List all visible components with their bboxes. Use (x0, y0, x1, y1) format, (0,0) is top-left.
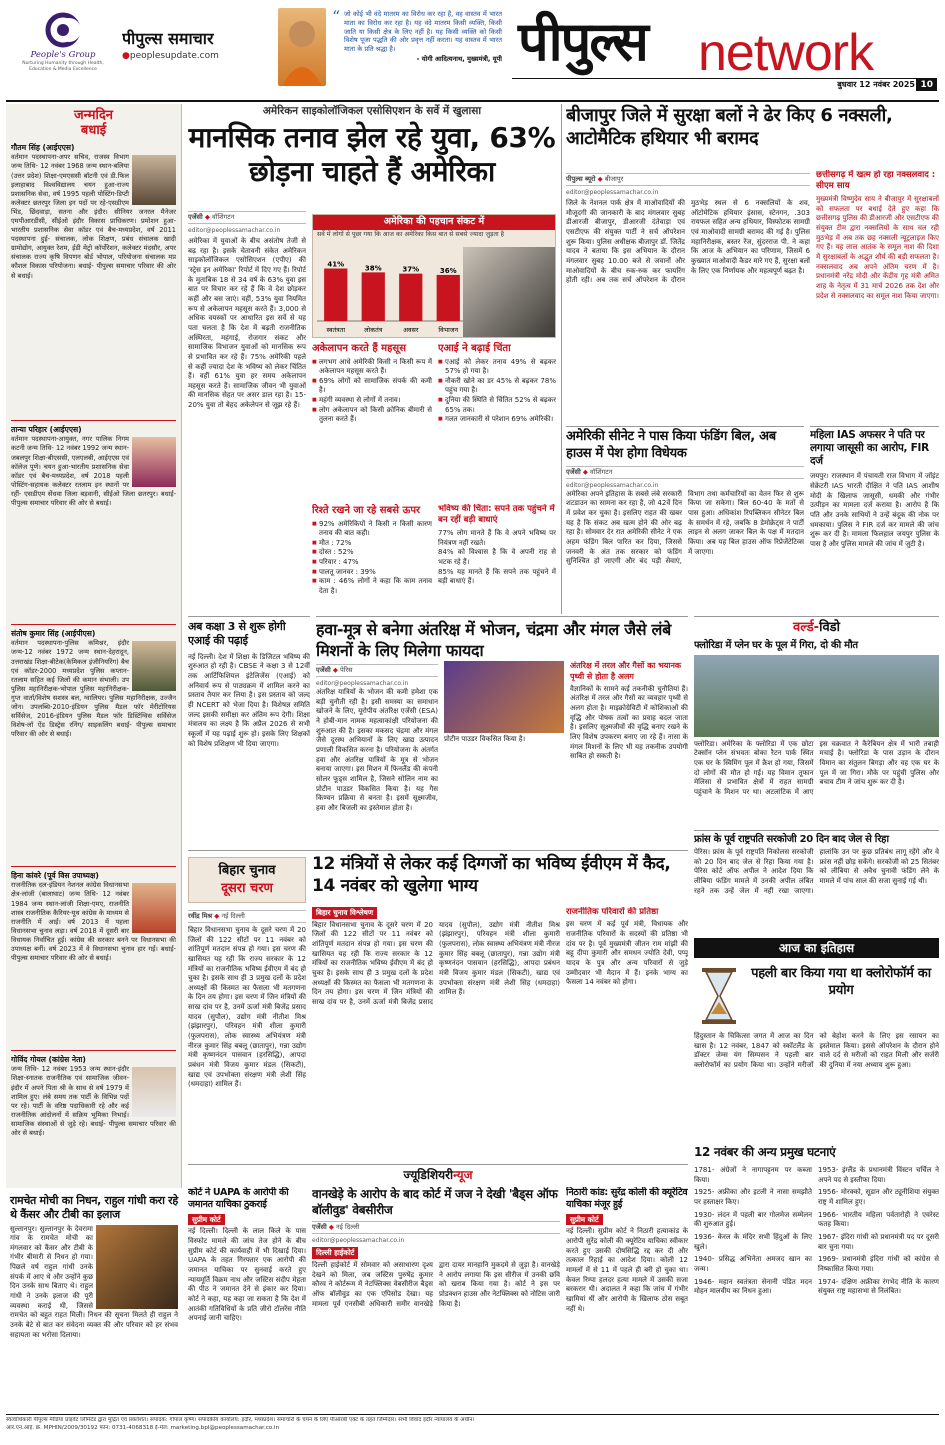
imprint-line: आर.एन.आई. क्र. MPHIN/2009/30192 फोन: 0731-4068318 ई-मेल: marketing.bpl@peoplessamachar.co.in (6, 1424, 279, 1431)
birthday-entry (11, 1055, 176, 1188)
birthday-text: वर्तमान पदस्थापना-आयुक्त, नगर पालिक निगम कटनी जन्म तिथि- 12 नवंबर 1992 जन्म स्थान-जबलपुर शिक्षा-बीएससी, एलएलबी, आईएएस एवं कॉलेज पूणे। चयन हुआ-भारतीय प्रशासनिक सेवा कॉडर एवं बैच-मध्यप्रदेश, वर्ष 2018 पहली पोस्टिंग-सहायक कलेक्टर रतलाम इन स्थानों पर रहीं- एसडीएम सेंधवा जिला बड़वानी, सीईओ जिला छतरपुर। बधाई- पीपुल्स समाचार परिवार की ओर से बधाई। (11, 435, 176, 507)
quote-box (332, 10, 502, 92)
bihar-main (312, 907, 560, 1162)
cm-sai-box (816, 170, 939, 422)
chart-data-label: 36% (439, 266, 457, 275)
kicker: अमेरिकन साइकोलॉजिकल एसोसिएशन के सर्वे में खुलासा (262, 105, 482, 117)
story-text: नई दिल्ली। सुप्रीम कोर्ट ने निठारी हत्याकांड के आरोपी सुरेंद्र कोली की क्यूरेटिव याचिका स्वीकार करते हुए उसकी दोषसिद्धि रद्द कर दी और तत्काल रिहाई का आदेश दिया। कोली 12 मामलों में से 11 में पहले ही बरी हो चुका था। केवल रिम्पा हलदर हत्या मामले में उसकी सजा बरकरार थी। अदालत ने कहा कि जांच में गंभीर खामियां थीं और आरोपी के खिलाफ ठोस सबूत नहीं थे। (566, 1227, 688, 1313)
event-item: 1966- भारतीय महिला पर्वतारोही ने एवरेस्ट फतह किया। (818, 1210, 939, 1229)
pin-icon: ◆ (204, 213, 210, 221)
list-item: ■ एआई को लेकर तनाव 49% से बढ़कर 57% हो गया है। (438, 358, 556, 377)
story-text: बिहार विधानसभा चुनाव के दूसरे चरण में 20 जिलों की 122 सीटों पर 11 नवंबर को शांतिपूर्ण मतदान संपन्न हो गया। इस चरण की खासियत यह रही कि राज्य सरकार के 12 मंत्रियों का राजनीतिक भविष्य ईवीएम में बंद हो चुका है। इसके साथ ही 3 प्रमुख दलों के प्रदेश अध्यक्षों की किस्मत का फैसला भी मतगणना के दिन तय होगा। इस चरण में जिन मंत्रियों की साख दांव पर है, उनमें ऊर्जा मंत्री बिजेंद्र प्रसाद यादव (सुपौल), उद्योग मंत्री नीतीश मिश्र (झंझारपुर), परिवहन मंत्री शीला कुमारी (फुलपरास), लोक स्वास्थ्य अभियंत्रण मंत्री नीरज कुमार सिंह बबलू (छातापुर), गन्ना उद्योग मंत्री कृष्णनंदन पासवान (हरसिद्धि), आपदा प्रबंधन मंत्री विजय कुमार मंडल (सिकटी), खाद्य एवं उपभोक्ता संरक्षण मंत्री लेशी सिंह (धमदाहा) शामिल हैं। (312, 920, 560, 1006)
chart-data-label: 38% (364, 264, 382, 273)
bihar-label-box (188, 857, 306, 903)
bihar-side (566, 907, 688, 1162)
event-item: 1946- महान स्वतंत्रता सेनानी पंडित मदन मोहन मालवीय का निधन हुआ। (694, 1277, 812, 1296)
bar-chart (317, 243, 467, 335)
email: editor@peoplessamachar.co.in (188, 226, 281, 234)
list-item: ■ पालतू जानवर : 39% (312, 568, 432, 578)
chart-title: अमेरिका की पहचान संकट में (313, 215, 555, 230)
history-header: आज का इतिहास (694, 938, 939, 958)
birthday-name: हिना कांवरे (पूर्व विस उपाध्यक्ष) (11, 871, 99, 881)
imprint-footer (6, 1414, 939, 1440)
birthday-text: जन्म तिथि- 12 नवंबर 1953 जन्म स्थान-इंदौर शिक्षा-स्नातक राजनीतिक एवं सामाजिक जीवन-इंदौर में अपने पिता श्री के साथ से वर्ष 1979 में शामिल हुए। लंबे समय तक पार्टी के विभिन्न पदों पर रहे। पार्टी के वरिष्ठ पदाधिकारी रहे और कई राजनीतिक आंदोलनों में सक्रिय भूमिका निभाई। सामाजिक संस्थाओं से जुड़े रहे। बधाई- पीपुल्स समाचार परिवार की ओर से बधाई। (11, 1065, 176, 1137)
chart-note: सर्वे में लोगों से पूछा गया कि आज का अमेरिका किस बात से सबसे ज्यादा जुड़ता है (317, 230, 504, 238)
world-video (694, 616, 939, 826)
story-text: इस चरण में कई पूर्व मंत्री, विधायक और राजनीतिक परिवारों के सदस्यों की प्रतिष्ठा भी दांव पर है। पूर्व मुख्यमंत्री जीतन राम मांझी की बहू दीपा कुमारी और समधन ज्योति देवी, पप्पू यादव के पुत्र और अन्य परिवारों से जुड़े उम्मीदवार भी मैदान में हैं। इनके भाग्य का फैसला 14 नवंबर को होगा। (566, 920, 688, 987)
story-text: हिंदुस्तान के चिकित्सा जगत में आज का दिन खास है। 12 नवंबर, 1847 को स्कॉटलैंड के डॉक्टर जेम्स यंग सिम्पसन ने पहली बार क्लोरोफॉर्म का प्रयोग किया था। उन्होंने मरीजों को बेहोश करने के लिए इस रसायन का इस्तेमाल किया। इससे ऑपरेशन के दौरान होने वाले दर्द से मरीजों को राहत मिली और सर्जरी की दुनिया में नया अध्याय शुरू हुआ। (694, 1032, 939, 1069)
event-item: 1940- प्रसिद्ध अभिनेता अमजद खान का जन्म। (694, 1255, 812, 1273)
birthday-name: गौतम सिंह (आईएएस) (11, 143, 75, 153)
brand-hindi: पीपुल्स (518, 10, 647, 73)
youth-lead-column (188, 208, 306, 612)
judiciary-story-uapa (188, 1187, 306, 1410)
chart-category-label: विभाजन (438, 326, 459, 334)
loneliness-list (312, 358, 432, 426)
story-text: जयपुर। राजस्थान में पंचायती राज विभाग में जॉइंट सेक्रेटरी IAS भारती दीक्षित ने पति IAS आशीष मोदी के खिलाफ जासूसी, धमकी और गंभीर उत्पीड़न का मामला दर्ज कराया है। आरोप है कि पति और उनके साथियों ने उन्हें बंदूक की नोक पर धमकाया। पुलिस ने FIR दर्ज कर मामले की जांच शुरू कर दी है। मामला फिलहाल जयपुर पुलिस के पास है और पुलिस मामले की जांच में जुटी है। (810, 472, 939, 548)
birthday-name: संतोष कुमार सिंह (आईपीएस) (11, 629, 96, 639)
event-item: 1967- इंदिरा गांधी को प्रधानमंत्री पद पर दूसरी बार चुना गया। (818, 1232, 939, 1251)
story-text: सुल्तानपुर। सुल्तानपुर के देवरामा गांव के रामचेत मोची का मंगलवार को कैंसर और टीबी के गंभीर बीमारी से निधन हो गया। पिछले वर्ष राहुल गांधी उनके संपर्क में आए थे और उन्होंने कुछ दिन उनके साथ बिताए थे। राहुल गांधी ने उनके इलाज की पूरी व्यवस्था कराई थी, जिससे रामचेत को बहुत राहत मिली। निधन की सूचना मिलते ही राहुल ने उनके बेटे से बात कर संवेदना व्यक्त की और परिवार को हर संभव सहायता का भरोसा दिलाया। (10, 1224, 178, 1339)
hourglass-icon (698, 966, 740, 1026)
headline: निठारी कांड: सुरेंद्र कोली की क्यूरेटिव याचिका मंजूर हुई (566, 1187, 688, 1211)
brand-latin: network (698, 24, 874, 82)
court-tag: सुप्रीम कोर्ट (566, 1214, 688, 1226)
court-tag: सुप्रीम कोर्ट (188, 1214, 306, 1226)
story-bihar (188, 850, 688, 1162)
chart-bar (362, 272, 385, 321)
astronauts-photo (444, 661, 564, 733)
headline: मानसिक तनाव झेल रहे युवा, 63% छोड़ना चाहते हैं अमेरिका (188, 121, 556, 188)
list-item: ■ लोग अकेलापन को किसी क्रोनिक बीमारी से तुलना करते हैं। (312, 406, 432, 425)
paper-title-block (122, 28, 272, 78)
person-photo (132, 641, 176, 691)
event-item: 1953- इंग्लैंड के प्रधानमंत्री विंस्टन चर्चिल ने अपने पद से इस्तीफा दिया। (818, 1166, 939, 1184)
box-title: अकेलापन करते हैं महसूस (312, 343, 406, 354)
box-title: अंतरिक्ष में तरल और गैसों का भयानक पृथ्वी से होता है अलग (570, 661, 682, 681)
cm-portrait (278, 8, 326, 86)
chart-data-label: 37% (402, 265, 420, 274)
email: editor@peoplessamachar.co.in (566, 481, 659, 489)
chart-data-label: 41% (327, 260, 345, 269)
chart-category-label: स्वतंत्रता (326, 326, 346, 334)
chart-bar (399, 274, 422, 321)
email: editor@peoplessamachar.co.in (566, 188, 659, 196)
birthday-text: वर्तमान पदस्थापना-पुलिस कमिश्नर, इंदौर जन्म-12 नवंबर 1972 जन्म स्थान-देहरादून, उत्तराखंड शिक्षा-बीटेक(केमिकल इंजीनियरिंग) बैच एवं कॉडर-2000 मध्यप्रदेश पुलिस कप्तान-रतलाम सहित कई जिलों की कमान संभाली। उप पुलिस महानिरीक्षक-भोपाल पुलिस महानिरीक्षक-गुप्त वार्ता/विशेष सशस्त्र बल, ग्वालियर। पुलिस महानिरीक्षक, उज्जैन जोन। उपलब्धि-2010-इंडियन पुलिस मैडल फॉर मेरीटोरियस सर्विसेज, 2016-इंडियन पुलिस मैडल फॉर डिस्टिंग्विस सर्विसेज विशेष-लॉ ऐंड डिस्ट्रेस रनिंग/ साइकलिंग बधाई- पीपुल्स समाचार परिवार की ओर से बधाई। (11, 639, 176, 739)
list-item: ■ दोस्त : 52% (312, 548, 432, 558)
story-text: नई दिल्ली। देश में शिक्षा के डिजिटल भविष्य की शुरुआत हो रही है। CBSE ने कक्षा 3 से 12वीं तक आर्टिफिशियल इंटेलिजेंस (एआई) को अनिवार्य रूप से पाठ्यक्रम में शामिल करने का प्रस्ताव तैयार कर लिया है। इस प्रस्ताव को जल्द ही NCERT को भेजा दिया है। विशेषज्ञ समिति जल्द इसकी समीक्षा कर अंतिम रूप देगी। शिक्षा मंत्रालय का लक्ष्य है कि अप्रैल 2026 से सभी स्कूलों में यह पढ़ाई शुरू हो। इसके लिए शिक्षकों को विशेष प्रशिक्षण भी दिया जाएगा। (188, 652, 310, 748)
story-text: जिले के नेशनल पार्क क्षेत्र में माओवादियों की मौजूदगी की जानकारी के बाद मंगलवार सुबह डीआरजी बीजापुर, डीआरजी दंतेवाड़ा एवं एसटीएफ की संयुक्त पार्टी ने सर्च ऑपरेशन शुरू किया। पुलिस अधीक्षक बीजापुर डॉ. जितेंद्र यादव ने बताया कि इस अभियान के दौरान मंगलवार सुबह 10.00 बजे से जवानों और माओवादियों के बीच रुक-रुक कर फायरिंग होती रही। अब तक सर्च ऑपरेशन के दौरान मुठभेड़ स्थल से 6 नक्सलियों के शव, ऑटोमेटिक हथियार इंसास, स्टेनगन, .303 रायफल सहित अन्य हथियार, विस्फोटक सामग्री एवं माओवादी सामग्री बरामद की गई है। पुलिस महानिरीक्षक, बस्तर रेंज, सुंदरराज पी. ने कहा कि आज के अभियान का परिणाम, जिसमें 6 कुख्यात माओवादी कैडर मारे गए हैं, सुरक्षा बलों के लिए एक निर्णायक और महत्वपूर्ण बढ़त है। (566, 198, 810, 285)
person-photo (132, 1067, 176, 1117)
group-logo (8, 8, 118, 92)
story-text: फ्लोरिडा। अमेरिका के फ्लोरिडा में एक छोटा टेक्सॉन प्लेन संभवतः बोका रैटन पार्क स्थित एक घर के स्विमिंग पूल में क्रैश हो गया, जिसमें दो लोगों की मौत हो गई। यह विमान तूफान मेलिसा से प्रभावित क्षेत्रों में राहत सामग्री पहुंचाने के मिशन पर था। अटलांटिक में आए इस चक्रवात ने कैरेबियन क्षेत्र में भारी तबाही मचाई है। फ्लोरिडा के पास उड़ान के दौरान विमान का संतुलन बिगड़ा और वह एक घर के पूल में जा गिरा। मौके पर पहुंची पुलिस और बचाव टीम ने जांच शुरू कर दी है। (694, 739, 939, 796)
person-silhouette-icon (278, 8, 326, 86)
headline: कोर्ट ने UAPA के आरोपी की जमानत याचिका ठुकराई (188, 1187, 289, 1211)
birthday-entry (11, 425, 176, 625)
event-item: 1969- प्रधानमंत्री इंदिरा गांधी को कांग्रेस से निष्कासित किया गया। (818, 1255, 939, 1273)
headline: बीजापुर जिले में सुरक्षा बलों ने ढेर किए 6 नक्सली, आटोमैटिक हथियार भी बरामद (566, 105, 893, 150)
story-bijapur (566, 104, 939, 422)
space-photo-block (444, 661, 564, 846)
headline: फ्रांस के पूर्व राष्ट्रपति सरकोजी 20 दिन बाद जेल से रिहा (694, 834, 889, 845)
box-title: राजनीतिक परिवारों की प्रतिष्ठा (566, 907, 659, 917)
bihar-lead (188, 907, 306, 1162)
list-item: ■ दुनिया की स्थिति से चिंतित 52% से बढ़कर 65% तक। (438, 396, 556, 415)
judiciary-section (188, 1164, 688, 1410)
chart-bar (324, 269, 347, 321)
list-item: ■ गलत जानकारी से परेशान 69% अमेरिकी। (438, 415, 556, 425)
story-text: बिहार विधानसभा चुनाव के दूसरे चरण में 20 जिलों की 122 सीटों पर 11 नवंबर को शांतिपूर्ण मतदान संपन्न हो गया। इस चरण की खासियत यह रही कि राज्य सरकार के 12 मंत्रियों का राजनीतिक भविष्य ईवीएम में बंद हो चुका है। इसके साथ ही 3 प्रमुख दलों के प्रदेश अध्यक्षों की किस्मत का फैसला भी मतगणना के दिन तय होगा। इस चरण में जिन मंत्रियों की साख दांव पर है, उनमें ऊर्जा मंत्री बिजेंद्र प्रसाद यादव (सुपौल), उद्योग मंत्री नीतीश मिश्र (झंझारपुर), परिवहन मंत्री शीला कुमारी (फुलपरास), लोक स्वास्थ्य अभियंत्रण मंत्री नीरज कुमार सिंह बबलू (छातापुर), गन्ना उद्योग मंत्री कृष्णनंदन पासवान (हरसिद्धि), आपदा प्रबंधन मंत्री विजय कुमार मंडल (सिकटी), खाद्य एवं उपभोक्ता संरक्षण मंत्री लेशी सिंह (धमदाहा) शामिल हैं। (188, 925, 306, 1089)
list-item: ■ मौत : 72% (312, 539, 432, 549)
section-title: ज्यूडिशियरीन्यूज (403, 1168, 473, 1182)
story-ramchet (6, 1192, 182, 1410)
court-tag: दिल्ली हाईकोर्ट (312, 1247, 560, 1259)
stressed-person-photo (463, 247, 555, 337)
birthday-text: राजनीतिक दल-इंडियन नेशनल कांग्रेस विधानसभा क्षेत्र-लांजी (बालाघाट) जन्म तिथि- 12 नवंबर 1984 जन्म स्थान-लांजी शिक्षा-एमए, राजनीति शास्त्र राजनीतिक कैरियर-यूथ कांग्रेस के माध्यम से राजनीति में आईं। वर्ष 2013 में पहला विधानसभा चुनाव लड़ा। वर्ष 2018 में दूसरी बार विधायक निर्वाचित हुईं। कांग्रेस की सरकार बनने पर विधानसभा की उपाध्यक्ष बनीं। वर्ष 2023 में वे विधानसभा चुनाव हार गईं। बधाई- पीपुल्स समाचार परिवार की ओर से बधाई। (11, 881, 176, 963)
judiciary-story-wankhede (312, 1187, 560, 1410)
paper-website[interactable]: ●peoplesupdate.com (122, 50, 219, 61)
headline: फ्लोरिडा में प्लेन घर के पूल में गिरा, दो की मौत (694, 639, 858, 651)
quote-author: - योगी आदित्यनाथ, मुख्यमंत्री, यूपी (416, 54, 502, 63)
headline: पहली बार किया गया था क्लोरोफॉर्म का प्रयोग (751, 966, 931, 998)
birthday-entry (11, 629, 176, 867)
relations-box (312, 504, 432, 612)
box-title: एआई ने बढ़ाई चिंता (438, 343, 511, 354)
list-item: ■ 92% अमेरिकियों ने किसी न किसी कारण तनाव की बात कही। (312, 520, 432, 539)
birthday-column (6, 104, 182, 1188)
paper-name: पीपुल्स समाचार (122, 29, 214, 48)
story-text: अमेरिका में युवाओं के बीच असंतोष तेजी से बढ़ रहा है। इसके चेतावनी संकेत अमेरिकन साइकोलॉजिकल एसोसिएशन (एपीए) की 'स्ट्रेस इन अमेरिका' रिपोर्ट में दिए गए हैं। रिपोर्ट के मुताबिक 18 से 34 वर्ष के 63% युवा इस बात पर विचार कर रहे हैं कि वे देश छोड़कर कहीं और बस जाएं। वहीं, 53% युवा नियमित रूप से अकेलापन महसूस करते हैं। 3,000 से अधिक वयस्कों पर आधारित इस सर्वे से यह पता चलता है कि देश में बढ़ती राजनीतिक अस्थिरता, महंगाई, रोजगार संकट और सामाजिक विभाजन युवाओं को मानसिक रूप से प्रभावित कर रहे हैं। 75% अमेरिकी पहले से कहीं ज्यादा देश के भविष्य को लेकर चिंतित हैं। वहीं 61% युवा हर समय अकेलापन महसूस करते हैं। सामाजिक जीवन भी युवाओं की मानसिक सेहत पर असर डाल रहा है। 15-20% युवा तो बेहद अकेलेपन से जूझ रहे हैं। (188, 236, 306, 410)
section-title: वर्ल्ड-विडो (792, 620, 840, 635)
story-ias (810, 426, 939, 614)
story-text: मुख्यमंत्री विष्णुदेव साय ने बीजापुर में सुरक्षाबलों को सफलता पर बधाई देते हुए कहा कि छत्तीसगढ़ पुलिस की डीआरजी और एसटीएफ की संयुक्त टीम द्वारा नक्सलियों के साथ चल रही मुठभेड़ में अब तक छह नक्सली न्यूट्रलाइज किए गए हैं। यह लाल आतंक के समूल नाश की दिशा में सुरक्षाबलों के अद्भुत शौर्य की बड़ी सफलता है। नक्सलवाद अब अपने अंतिम चरण में है। प्रधानमंत्री नरेंद्र मोदी और केंद्रीय गृह मंत्री अमित शाह के नेतृत्व में 31 मार्च 2026 तक देश और प्रदेश से नक्सलवाद का समूल नाश किया जाएगा। (816, 194, 939, 300)
story-text: वैज्ञानिकों के सामने कई तकनीकी चुनौतियां हैं। अंतरिक्ष में तरल और गैसों का व्यवहार पृथ्वी से अलग होता है। माइक्रोग्रेविटी में कोशिकाओं की वृद्धि और पोषक तत्वों का प्रवाह बदल जाता है। इसलिए सूक्ष्मजीवों की वृद्धि बनाए रखने के लिए विशेष उपकरण बनाए जा रहे हैं। नासा के मंगल मिशनों के लिए भी यह तकनीक उपयोगी साबित हो सकती है। (570, 684, 688, 761)
birthday-title-top: जन्मदिन (73, 108, 114, 123)
list-item: 77% लोग मानते हैं कि वे अपने भविष्य पर नियंत्रण नहीं रखते। (438, 528, 556, 547)
story-text: नई दिल्ली। दिल्ली के लाल किले के पास विस्फोट मामले की जांच तेज होने के बीच सुप्रीम कोर्ट की कार्यवाही में भी दिखाई दिया। UAPA के तहत गिरफ्तार एक आरोपी की जमानत याचिका पर सुनवाई करते हुए न्यायमूर्ति विक्रम नाथ और जस्टिस संदीप मेहता की पीठ ने जमानत देने से इंकार कर दिया। कोर्ट ने कहा, यह कहा जा सकता है कि देश में आतंकी गतिविधियों के प्रति जीरो टॉलरेंस नीति अपनाई जानी चाहिए। (188, 1227, 306, 1323)
byline: एजेंसी ◆ नई दिल्ली (312, 1221, 560, 1234)
byline: एजेंसी ◆ वॉशिंगटन (188, 211, 306, 224)
label-line: बिहार चुनाव (218, 863, 276, 878)
byline: एजेंसी ◆ पेरिस (316, 664, 438, 677)
plane-crash-photo (694, 655, 939, 737)
email: editor@peoplessamachar.co.in (312, 1237, 405, 1245)
story-text: अमेरिका अपने इतिहास के सबसे लंबे सरकारी शटडाउन का सामना कर रहा है, जो 42वें दिन में प्रवेश कर चुका है। इसलिए राहत की खबर यह है कि संकट अब खत्म होने की ओर बढ़ रहा है। सोमवार देर रात अमेरिकी सीनेट ने एक अहम फंडिंग बिल पारित कर दिया, जिससे जनवरी के अंत तक सरकार को फंडिंग सुनिश्चित हो जाएगी और बंद पड़ी सेवाएं, विभाग तथा कर्मचारियों का वेतन फिर से शुरू किया जा सकेगा। बिल 60-40 के मतों से पास हुआ। अधिकांश रिपब्लिकन सीनेटर बिल के समर्थन में रहे, जबकि 8 डेमोक्रेट्स ने पार्टी लाइन से अलग जाकर बिल के पक्ष में मतदान किया। अब यह बिल हाउस ऑफ रिप्रेजेंटेटिव्स में जाएगा। (566, 489, 804, 566)
relations-list (312, 520, 432, 597)
events-title: 12 नवंबर की अन्य प्रमुख घटनाएं (694, 1145, 836, 1159)
list-item: ■ नौकरी खोने का डर 45% से बढ़कर 78% पहुंच गया है। (438, 377, 556, 396)
person-photo (132, 437, 176, 487)
group-logo-tagline: Nurturing Humanity through Health, Education & Media Excellence (22, 61, 104, 72)
chart-bar (437, 275, 460, 321)
page-number: 10 (916, 79, 937, 91)
masthead (0, 0, 945, 100)
list-item: ■ परिवार : 47% (312, 558, 432, 568)
headline: 12 मंत्रियों से लेकर कई दिग्गजों का भविष्य ईवीएम में कैद, 14 नवंबर को खुलेगा भाग्य (312, 854, 671, 897)
ai-worry-box (438, 342, 556, 502)
loneliness-box (312, 342, 432, 502)
birthday-title-bottom: बधाई (80, 122, 107, 138)
bijapur-body (566, 170, 810, 422)
today-history (694, 938, 939, 1410)
ai-list (438, 358, 556, 426)
list-item: 84% को विश्वास है कि वे अपनी राह से भटक रहे हैं। (438, 548, 556, 566)
list-item: ■ काम : 46% लोगों ने कहा कि काम तनाव देता है। (312, 577, 432, 596)
date-line: बुधवार 12 नवंबर 2025 (837, 80, 915, 89)
byline: पीपुल्स ब्यूरो ◆ बीजापुर (566, 173, 810, 186)
list-item: 85% यह मानते हैं कि सपने तक पहुंचने में बड़ी बाधाएं हैं। (438, 567, 556, 586)
story-senate (566, 426, 804, 614)
brand-block (512, 4, 937, 94)
headline: रामचेत मोची का निधन, राहुल गांधी करा रहे थे कैंसर और टीबी का इलाज (10, 1194, 178, 1221)
event-item: 1956- मोरक्को, सूडान और ट्यूनीशिया संयुक्त राष्ट्र में शामिल हुए। (818, 1188, 939, 1206)
birthday-name: गोविंद गोयल (कांग्रेस नेता) (11, 1055, 86, 1065)
story-text: अंतरिक्ष यात्रियों के भोजन की कमी हमेशा एक बड़ी चुनौती रही है। इसी समस्या का समाधान खोजने के लिए, यूरोपीय अंतरिक्ष एजेंसी (ESA) ने होबी-मान नामक महत्वाकांक्षी परियोजना की शुरुआत की है। इसका मकसद चंद्रमा और मंगल जैसे दूरस्थ अभियानों के लिए खाद्य उत्पादन प्रणाली विकसित करना है। परियोजना के अंतर्गत हवा और अंतरिक्ष यात्रियों के मूत्र से भोजन बनाया जाएगा। इस मिशन में फिनलैंड की कंपनी सोलर फूड्स शामिल है, जिसने सोलिन नाम का प्रोटीन पाउडर विकसित किया है। यह गैस किण्वन प्रक्रिया से बनता है। इसमें सूक्ष्मजीव, हवा और बिजली का इस्तेमाल होता है। (316, 687, 438, 812)
chart-category-label: अवसर (403, 326, 419, 334)
events-right (818, 1166, 939, 1300)
list-item: ■ महंगी व्यवस्था से लोगों में तनाव। (312, 396, 432, 406)
box-title: रिश्ते रखने जा रहे सबसे ऊपर (312, 505, 421, 516)
event-item: 1936- केरल के मंदिर सभी हिंदुओं के लिए खुले। (694, 1232, 812, 1251)
birthday-text: वर्तमान पदस्थापना-अपर सचिव, राजस्व विभाग जन्म तिथि- 12 नवंबर 1968 जन्म स्थान-बलिया (उत्तर प्रदेश) शिक्षा-एमएससी बॉटनी एवं डी.फिल इलाहाबाद विश्वविद्यालय चयन हुआ-राज्य प्रशासनिक सेवा, वर्ष 1995 पहली पोस्टिंग-डिप्टी कलेक्टर छतरपुर जिला इन पदों पर रहे-एसडीएम भिंड, छिंदवाड़ा, सतना और इंदौर। सीनियर जनरल मैनेजर एमपीआरडीसी, सीईओ इंदौर विकास प्राधिकरण। प्रमोशन हुआ-भारतीय प्रशासनिक सेवा कॉडर एवं बैच-मध्यप्रदेश, वर्ष 2011 पदस्थापना हुई- संचालक, लोक शिक्षण, प्रबंध संचालक खादी ग्रामोद्योग, आयुक्त रेशम, ईडी मेट्रो कॉर्पोरेशन, कलेक्टर मंदसौर, अपर संचालक राज्य कृषि विपणन बोर्ड भोपाल, परियोजना संचालक मप्र कौशल विकास परियोजना। बधाई- पीपुल्स समाचार परिवार की ओर से बधाई। (11, 153, 176, 280)
future-box (438, 504, 556, 612)
photo-caption: प्रोटीन पाउडर विकसित किया है। (444, 735, 526, 743)
headline: वानखेड़े के आरोप के बाद कोर्ट में जज ने देखी 'बैड्स ऑफ बॉलीवुड' वेबसीरीज (312, 1187, 558, 1217)
news-photo (96, 1225, 178, 1309)
headline: महिला IAS अफसर ने पति पर लगाया जासूसी का आरोप, FIR दर्ज (810, 429, 929, 468)
judiciary-story-nithari (566, 1187, 688, 1410)
person-photo (132, 883, 176, 933)
group-logo-name: People's Group (30, 50, 96, 60)
email: editor@peoplessamachar.co.in (316, 679, 409, 687)
byline: रवींद्र मिश्र ◆ नई दिल्ली (188, 910, 306, 923)
list-item: ■ 69% लोगों को सामाजिक संपर्क की कमी है। (312, 377, 432, 396)
birthday-header (11, 107, 176, 139)
box-title: भविष्य की चिंता: सपने तक पहुंचने में बन रहीं बड़ी बाधाएं (438, 504, 555, 526)
identity-chart-box (312, 214, 556, 338)
headline: अब कक्षा 3 से शुरू होगी एआई की पढ़ाई (188, 620, 286, 648)
bihar-headline (312, 853, 688, 897)
headline: हवा-मूत्र से बनेगा अंतरिक्ष में भोजन, चंद्रमा और मंगल जैसे लंबे मिशनों के लिए मिलेगा फायदा (316, 620, 671, 660)
event-item: 1781- अंग्रेजों ने नागापट्टनम पर कब्जा किया। (694, 1166, 812, 1184)
box-title: छत्तीसगढ़ में खत्म हो रहा नक्सलवाद : सीएम साय (816, 170, 936, 192)
list-item: ■ लगभग आधे अमेरिकी किसी न किसी रूप में अकेलापन महसूस करते हैं। (312, 358, 432, 377)
event-item: 1974- दक्षिण अफ्रीका रंगभेद नीति के कारण संयुक्त राष्ट्र महासभा से निलंबित। (818, 1277, 939, 1296)
globe-icon: ● (122, 50, 130, 61)
chart-category-label: लोकतंत्र (364, 326, 383, 334)
space-side-box (570, 661, 688, 846)
analysis-tag: बिहार चुनाव विश्लेषण (312, 907, 560, 919)
birthday-entry (11, 143, 176, 421)
story-ai-education (188, 616, 310, 846)
story-space-food (316, 616, 688, 846)
birthday-entry (11, 871, 176, 1051)
event-item: 1925- अफ्रीका और इटली ने नासा समझौते पर हस्ताक्षर किए। (694, 1188, 812, 1206)
crescent-logo-icon (43, 10, 83, 50)
birthday-name: तान्या परिहार (आईएएस) (11, 425, 82, 435)
imprint-line: स्वत्वाधिकारी पीपुल्स मीडिया प्राइवेट लिमिटेड द्वारा मुद्रित एवं प्रकाशित। संपादक: गोपाल कृष्ण। संपादकीय कार्यालय: इंदौर, मध्यप्रदेश। समाचारों के चयन के लिए पीआरबी एक्ट के तहत जिम्मेदार। सभी विवाद इंदौर न्यायालय के अधीन। (6, 1417, 475, 1423)
story-france (694, 830, 939, 934)
events-left (694, 1166, 812, 1300)
byline: एजेंसी ◆ वॉशिंगटन (566, 466, 804, 479)
headline: अमेरिकी सीनेट ने पास किया फंडिंग बिल, अब हाउस में पेश होगा विधेयक (566, 429, 776, 461)
story-youth-stress (188, 104, 556, 612)
space-body (316, 661, 438, 846)
quote-text: जो कोई भी वंदे मातरम का विरोध कर रहा है, वह वास्तव में भारत माता का विरोध कर रहा है। यह वंदे मातरम किसी व्यक्ति, किसी जाति या किसी क्षेत्र के लिए नहीं है। यह किसी व्यक्ति को किसी विशेष पूजा पद्धति की ओर प्रवृत्त नहीं करता। यह वास्तव में भारत माता के प्रति श्रद्धा है। (344, 10, 502, 54)
quote-mark-icon: “ (332, 10, 341, 26)
event-item: 1930- लंदन में पहली बार गोलमेज सम्मेलन की शुरुआत हुई। (694, 1210, 812, 1229)
label-line: दूसरा चरण (221, 880, 273, 896)
story-text: दिल्ली हाईकोर्ट में सोमवार को असाधारण दृश्य देखने को मिला, जब जस्टिस पुरुषेंद्र कुमार कौरव ने कोर्टरूम में नेटफ्लिक्स वेबसीरीज बैड्स ऑफ बॉलीवुड का एक एपिसोड देखा। यह मामला पूर्व एनसीबी अधिकारी समीर वानखेड़े द्वारा दायर मानहानि मुकदमे से जुड़ा है। वानखेड़े ने आरोप लगाया कि इस सीरीज में उनकी छवि को खराब किया गया है। कोर्ट ने इस पर प्रोडक्शन हाउस और नेटफ्लिक्स को नोटिस जारी किया है। (312, 1260, 560, 1308)
person-photo (132, 155, 176, 205)
story-text: पेरिस। फ्रांस के पूर्व राष्ट्रपति निकोलस सरकोजी को 20 दिन बाद जेल से रिहा किया गया है। पेरिस कोर्ट ऑफ अपील ने आदेश दिया कि लीबिया फंडिंग मामले में उनकी अपील लंबित रहने तक उन्हें जेल में नहीं रखा जाएगा। हालांकि उन पर कुछ प्रतिबंध लागू रहेंगे और वे फ्रांस नहीं छोड़ सकेंगे। सरकोजी को 25 सितंबर को लीबिया से अवैध चुनावी फंडिंग लेने के मामले में पांच साल की सजा सुनाई गई थी। (694, 848, 939, 895)
